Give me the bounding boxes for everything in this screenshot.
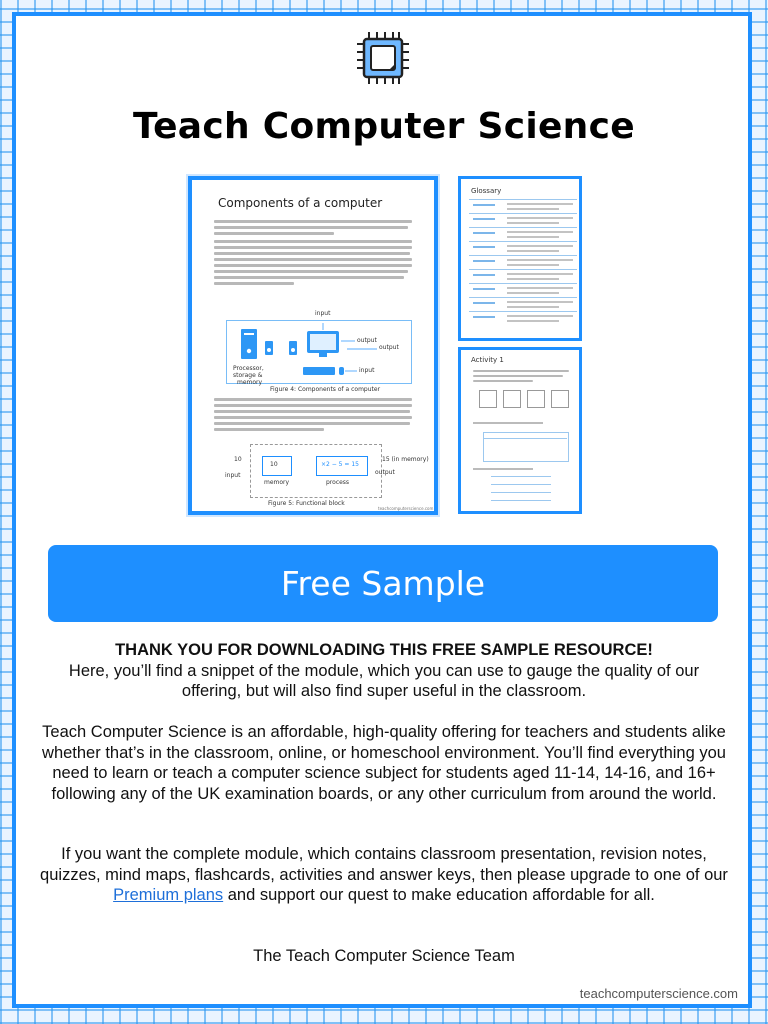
block-input-label: input bbox=[225, 472, 241, 479]
thanks-heading: THANK YOU FOR DOWNLOADING THIS FREE SAMPLE RESOURCE! bbox=[115, 641, 653, 659]
preview-paragraph-2 bbox=[214, 240, 412, 288]
diagram-label-output-2: output bbox=[379, 344, 399, 351]
preview-doc-title: Components of a computer bbox=[218, 196, 383, 210]
signoff: The Teach Computer Science Team bbox=[253, 947, 515, 965]
upgrade-text-before: If you want the complete module, which contains classroom presentation, revision notes, quizzes, mind maps, flashcards, activities and answer keys, then please upgrade to one of our bbox=[40, 845, 728, 884]
preview-paragraph-3 bbox=[214, 398, 412, 434]
block-memory-value: 10 bbox=[270, 461, 278, 468]
premium-plans-link[interactable]: Premium plans bbox=[113, 886, 224, 904]
preview-components-document bbox=[188, 176, 438, 515]
preview-activity-document bbox=[458, 347, 582, 514]
preview-footer-url: teachcomputerscience.com bbox=[378, 506, 434, 511]
about-paragraph: Teach Computer Science is an affordable, high-quality offering for teachers and students alike whether that’s in the classroom, online, or homeschool environment. You’ll find everything you need to learn or teach a computer science subject for students aged 11-14, 14-16, and 16+ following any of the UK examination boards, or any other curriculum from around the world. bbox=[42, 723, 726, 803]
block-output-value: 15 (in memory) bbox=[382, 456, 429, 463]
components-diagram bbox=[226, 310, 412, 386]
block-output-label: output bbox=[375, 469, 395, 476]
diagram-label-memory: memory bbox=[237, 379, 263, 386]
free-sample-banner: Free Sample bbox=[48, 545, 718, 622]
activity-title: Activity 1 bbox=[471, 356, 504, 364]
block-process-value: ×2 − 5 = 15 bbox=[321, 461, 359, 468]
figure-5-caption: Figure 5: Functional block bbox=[268, 500, 345, 507]
block-memory-label: memory bbox=[264, 479, 290, 486]
figure-4-caption: Figure 4: Components of a computer bbox=[270, 386, 381, 393]
block-input-value: 10 bbox=[234, 456, 242, 463]
thanks-text: Here, you’ll find a snippet of the module, which you can use to gauge the quality of our offering, but will also find super useful in the classroom. bbox=[68, 661, 700, 700]
cpu-chip-icon bbox=[355, 30, 411, 86]
upgrade-paragraph bbox=[40, 844, 728, 906]
diagram-label-processor: Processor, bbox=[233, 365, 264, 372]
diagram-label-input-top: input bbox=[315, 310, 331, 317]
preview-paragraph-1 bbox=[214, 220, 412, 238]
diagram-label-input-bottom: input bbox=[359, 367, 375, 374]
block-process-label: process bbox=[326, 479, 350, 486]
footer-url: teachcomputerscience.com bbox=[579, 986, 738, 1001]
upgrade-text-after: and support our quest to make education affordable for all. bbox=[223, 886, 655, 904]
diagram-label-storage: storage & bbox=[233, 372, 263, 379]
preview-glossary-document bbox=[458, 176, 582, 341]
page-title: Teach Computer Science bbox=[133, 106, 635, 147]
thanks-section bbox=[40, 640, 728, 702]
diagram-label-output-1: output bbox=[357, 337, 377, 344]
glossary-title: Glossary bbox=[471, 187, 502, 195]
